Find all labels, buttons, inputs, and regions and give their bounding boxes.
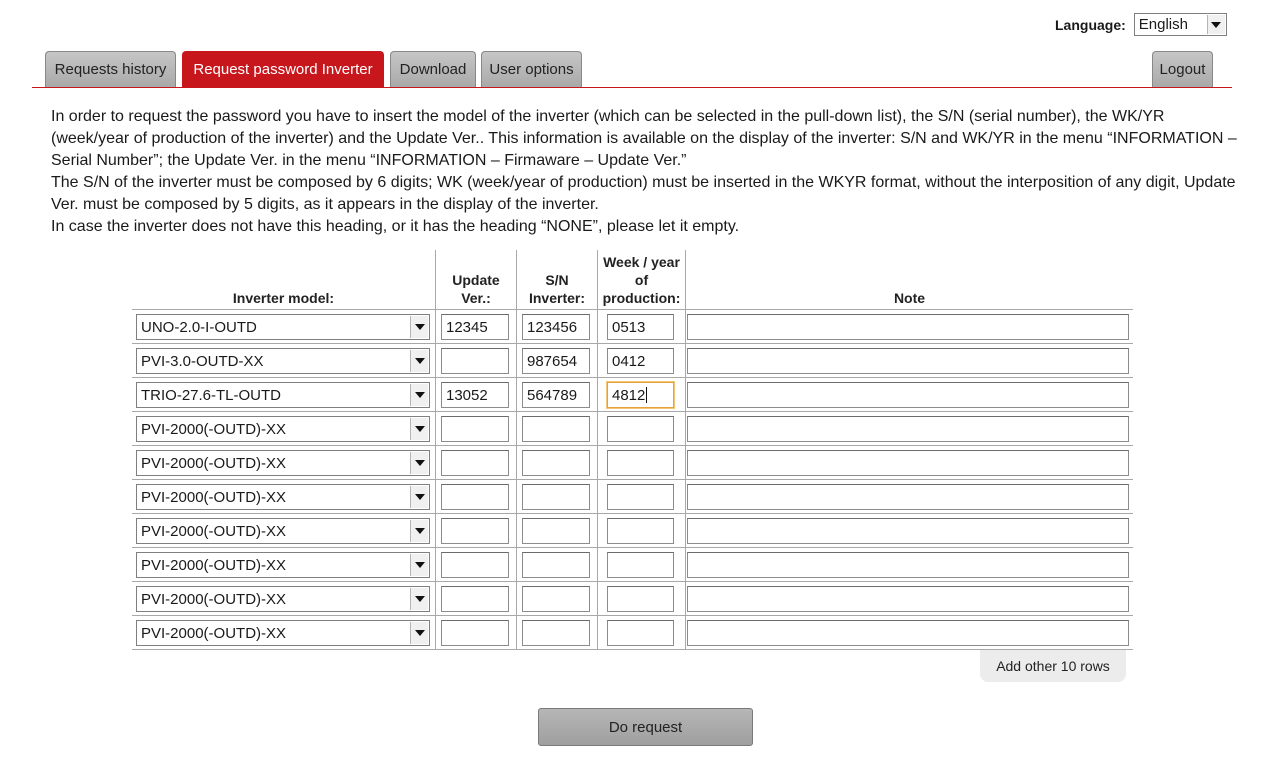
do-request-button[interactable]: Do request bbox=[538, 708, 753, 746]
inverter-model-value: PVI-2000(-OUTD)-XX bbox=[141, 420, 287, 438]
chevron-down-icon[interactable] bbox=[410, 452, 428, 474]
inverter-model-select[interactable] bbox=[136, 416, 430, 442]
week-year-input[interactable] bbox=[607, 484, 674, 510]
inverter-model-select[interactable] bbox=[136, 552, 430, 578]
inverter-model-value: UNO-2.0-I-OUTD bbox=[141, 318, 257, 336]
sn-input[interactable] bbox=[522, 450, 590, 476]
week-year-input[interactable] bbox=[607, 450, 674, 476]
sn-input-value: 564789 bbox=[527, 386, 578, 404]
table-row bbox=[132, 310, 1133, 344]
week-year-input[interactable] bbox=[607, 382, 674, 408]
tab-requests-history[interactable]: Requests history bbox=[45, 51, 176, 87]
instructions bbox=[51, 106, 1241, 238]
tab-user-options[interactable]: User options bbox=[481, 51, 582, 87]
inverter-model-select[interactable] bbox=[136, 484, 430, 510]
inverter-model-value: PVI-2000(-OUTD)-XX bbox=[141, 522, 287, 540]
chevron-down-icon[interactable] bbox=[410, 486, 428, 508]
week-year-input-value: 0513 bbox=[612, 318, 646, 336]
table-row bbox=[132, 480, 1133, 514]
chevron-down-icon[interactable] bbox=[410, 384, 428, 406]
note-input[interactable] bbox=[687, 348, 1129, 374]
inverter-model-select[interactable] bbox=[136, 620, 430, 646]
update-ver-input-value: 12345 bbox=[446, 318, 488, 336]
table-row bbox=[132, 344, 1133, 378]
table-row bbox=[132, 514, 1133, 548]
inverter-model-value: PVI-2000(-OUTD)-XX bbox=[141, 624, 287, 642]
header-week-year: Week / year of production: bbox=[602, 254, 681, 306]
inverter-model-value: PVI-2000(-OUTD)-XX bbox=[141, 556, 287, 574]
main-tabs bbox=[45, 51, 1271, 87]
add-rows-button[interactable]: Add other 10 rows bbox=[980, 650, 1126, 682]
sn-input-value: 987654 bbox=[527, 352, 578, 370]
week-year-input[interactable] bbox=[607, 586, 674, 612]
update-ver-input-value: 13052 bbox=[446, 386, 488, 404]
chevron-down-icon[interactable] bbox=[410, 520, 428, 542]
sn-input[interactable] bbox=[522, 518, 590, 544]
week-year-input-value: 0412 bbox=[612, 352, 646, 370]
inverter-model-value: PVI-2000(-OUTD)-XX bbox=[141, 590, 287, 608]
sn-input[interactable] bbox=[522, 620, 590, 646]
language-select[interactable] bbox=[1134, 13, 1227, 36]
text-caret bbox=[646, 387, 647, 403]
update-ver-input[interactable] bbox=[441, 348, 509, 374]
table-row bbox=[132, 446, 1133, 480]
chevron-down-icon[interactable] bbox=[410, 588, 428, 610]
note-input[interactable] bbox=[687, 382, 1129, 408]
table-row bbox=[132, 548, 1133, 582]
tab-divider bbox=[32, 87, 1232, 88]
tab-download[interactable]: Download bbox=[390, 51, 476, 87]
update-ver-input[interactable] bbox=[441, 620, 509, 646]
update-ver-input[interactable] bbox=[441, 484, 509, 510]
header-inverter-model: Inverter model: bbox=[232, 290, 335, 306]
inverter-model-select[interactable] bbox=[136, 450, 430, 476]
note-input[interactable] bbox=[687, 552, 1129, 578]
table-row bbox=[132, 412, 1133, 446]
table-row bbox=[132, 378, 1133, 412]
instructions-paragraph-2: The S/N of the inverter must be composed by 6 digits; WK (week/year of production) must be inserted in the WKYR format, without the interposition of any digit, Update Ver. must be composed by 5 digits, as it appears in the display of the inverter. bbox=[51, 174, 1236, 213]
note-input[interactable] bbox=[687, 586, 1129, 612]
note-input[interactable] bbox=[687, 484, 1129, 510]
inverter-model-value: TRIO-27.6-TL-OUTD bbox=[141, 386, 282, 404]
chevron-down-icon[interactable] bbox=[1207, 15, 1225, 34]
inverter-model-value: PVI-2000(-OUTD)-XX bbox=[141, 454, 287, 472]
inverter-model-select[interactable] bbox=[136, 586, 430, 612]
update-ver-input[interactable] bbox=[441, 552, 509, 578]
tab-request-password-inverter[interactable]: Request password Inverter bbox=[182, 51, 384, 87]
header-note: Note bbox=[893, 290, 926, 306]
sn-input[interactable] bbox=[522, 382, 590, 408]
sn-input[interactable] bbox=[522, 484, 590, 510]
week-year-input[interactable] bbox=[607, 416, 674, 442]
sn-input[interactable] bbox=[522, 416, 590, 442]
logout-button[interactable]: Logout bbox=[1152, 51, 1213, 87]
inverter-model-select[interactable] bbox=[136, 518, 430, 544]
update-ver-input[interactable] bbox=[441, 314, 509, 340]
table-row bbox=[132, 616, 1133, 650]
week-year-input-value: 4812 bbox=[612, 386, 646, 404]
week-year-input[interactable] bbox=[607, 620, 674, 646]
note-input[interactable] bbox=[687, 416, 1129, 442]
week-year-input[interactable] bbox=[607, 552, 674, 578]
language-selector bbox=[1055, 13, 1227, 36]
note-input[interactable] bbox=[687, 518, 1129, 544]
update-ver-input[interactable] bbox=[441, 416, 509, 442]
note-input[interactable] bbox=[687, 314, 1129, 340]
chevron-down-icon[interactable] bbox=[410, 350, 428, 372]
update-ver-input[interactable] bbox=[441, 586, 509, 612]
chevron-down-icon[interactable] bbox=[410, 316, 428, 338]
chevron-down-icon[interactable] bbox=[410, 622, 428, 644]
sn-input[interactable] bbox=[522, 348, 590, 374]
instructions-paragraph-1: In order to request the password you have to insert the model of the inverter (which can be selected in the pull-down list), the S/N (serial number), the WK/YR (week/year of production of the inverter) and the Update Ver.. This information is available on the display of the inverter: S/N and WK/YR in the menu “INFORMATION – Serial Number”; the Update Ver. in the menu “INFORMATION – Firmaware – Update Ver.” bbox=[51, 108, 1237, 169]
inverter-model-select[interactable] bbox=[136, 382, 430, 408]
inverter-model-value: PVI-3.0-OUTD-XX bbox=[141, 352, 264, 370]
note-input[interactable] bbox=[687, 450, 1129, 476]
chevron-down-icon[interactable] bbox=[410, 554, 428, 576]
week-year-input[interactable] bbox=[607, 348, 674, 374]
inverter-model-value: PVI-2000(-OUTD)-XX bbox=[141, 488, 287, 506]
week-year-input[interactable] bbox=[607, 518, 674, 544]
note-input[interactable] bbox=[687, 620, 1129, 646]
header-update-ver: Update Ver.: bbox=[452, 272, 500, 306]
update-ver-input[interactable] bbox=[441, 450, 509, 476]
update-ver-input[interactable] bbox=[441, 382, 509, 408]
update-ver-input[interactable] bbox=[441, 518, 509, 544]
chevron-down-icon[interactable] bbox=[410, 418, 428, 440]
language-select-value: English bbox=[1138, 16, 1188, 33]
week-year-input[interactable] bbox=[607, 314, 674, 340]
sn-input[interactable] bbox=[522, 314, 590, 340]
language-label: Language: bbox=[1055, 16, 1126, 33]
instructions-paragraph-3: In case the inverter does not have this heading, or it has the heading “NONE”, please let it empty. bbox=[51, 218, 740, 235]
header-sn-inverter: S/N Inverter: bbox=[528, 272, 586, 306]
sn-input[interactable] bbox=[522, 552, 590, 578]
sn-input[interactable] bbox=[522, 586, 590, 612]
sn-input-value: 123456 bbox=[527, 318, 578, 336]
inverter-model-select[interactable] bbox=[136, 314, 430, 340]
inverter-model-select[interactable] bbox=[136, 348, 430, 374]
table-row bbox=[132, 582, 1133, 616]
